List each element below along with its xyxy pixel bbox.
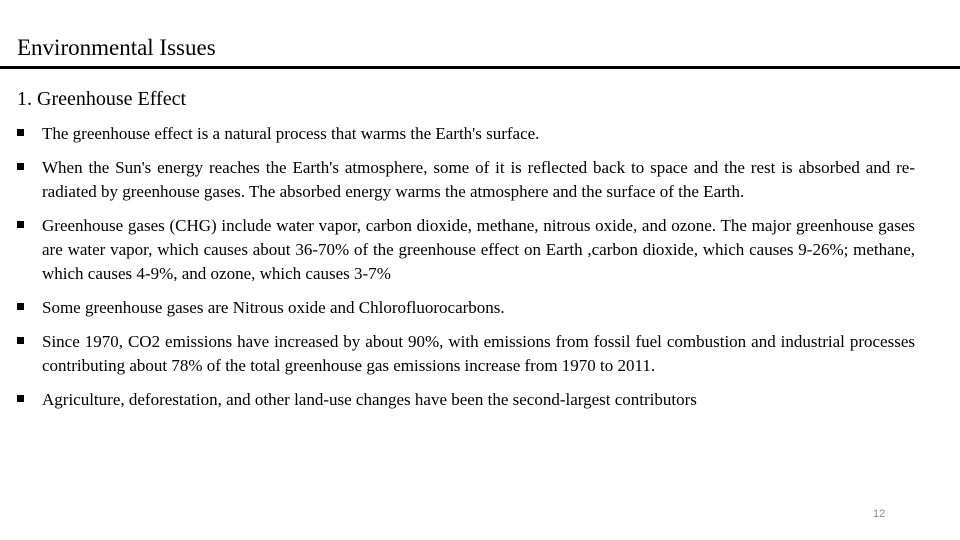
square-bullet-icon [17, 129, 24, 136]
bullet-text: Agriculture, deforestation, and other land-use changes have been the second-largest contributors [42, 390, 697, 409]
bullet-item [17, 214, 915, 286]
bullet-item [17, 330, 915, 378]
bullet-list [17, 122, 915, 422]
bullet-text: Since 1970, CO2 emissions have increased by about 90%, with emissions from fossil fuel combustion and industrial processes contributing about 78% of the total greenhouse gas emissions increase from 1970 to 2011. [42, 332, 915, 375]
square-bullet-icon [17, 303, 24, 310]
bullet-item [17, 122, 915, 146]
title-divider [0, 66, 960, 69]
bullet-text: Some greenhouse gases are Nitrous oxide and Chlorofluorocarbons. [42, 298, 505, 317]
bullet-text: Greenhouse gases (CHG) include water vapor, carbon dioxide, methane, nitrous oxide, and ozone. The major greenhouse gases are water vapor, which causes about 36-70% of the greenhouse effect on Earth ,carbon dioxide, which causes 9-26%; methane, which causes 4-9%, and ozone, which causes 3-7% [42, 216, 915, 283]
bullet-text: When the Sun's energy reaches the Earth's atmosphere, some of it is reflected back to space and the rest is absorbed and re-radiated by greenhouse gases. The absorbed energy warms the atmosphere and the surface of the Earth. [42, 158, 915, 201]
square-bullet-icon [17, 221, 24, 228]
square-bullet-icon [17, 163, 24, 170]
square-bullet-icon [17, 395, 24, 402]
page-number: 12 [873, 508, 886, 520]
bullet-item [17, 156, 915, 204]
square-bullet-icon [17, 337, 24, 344]
bullet-text: The greenhouse effect is a natural process that warms the Earth's surface. [42, 124, 540, 143]
section-heading: 1. Greenhouse Effect [17, 88, 187, 110]
bullet-item [17, 296, 915, 320]
bullet-item [17, 388, 915, 412]
slide-title: Environmental Issues [17, 35, 216, 60]
